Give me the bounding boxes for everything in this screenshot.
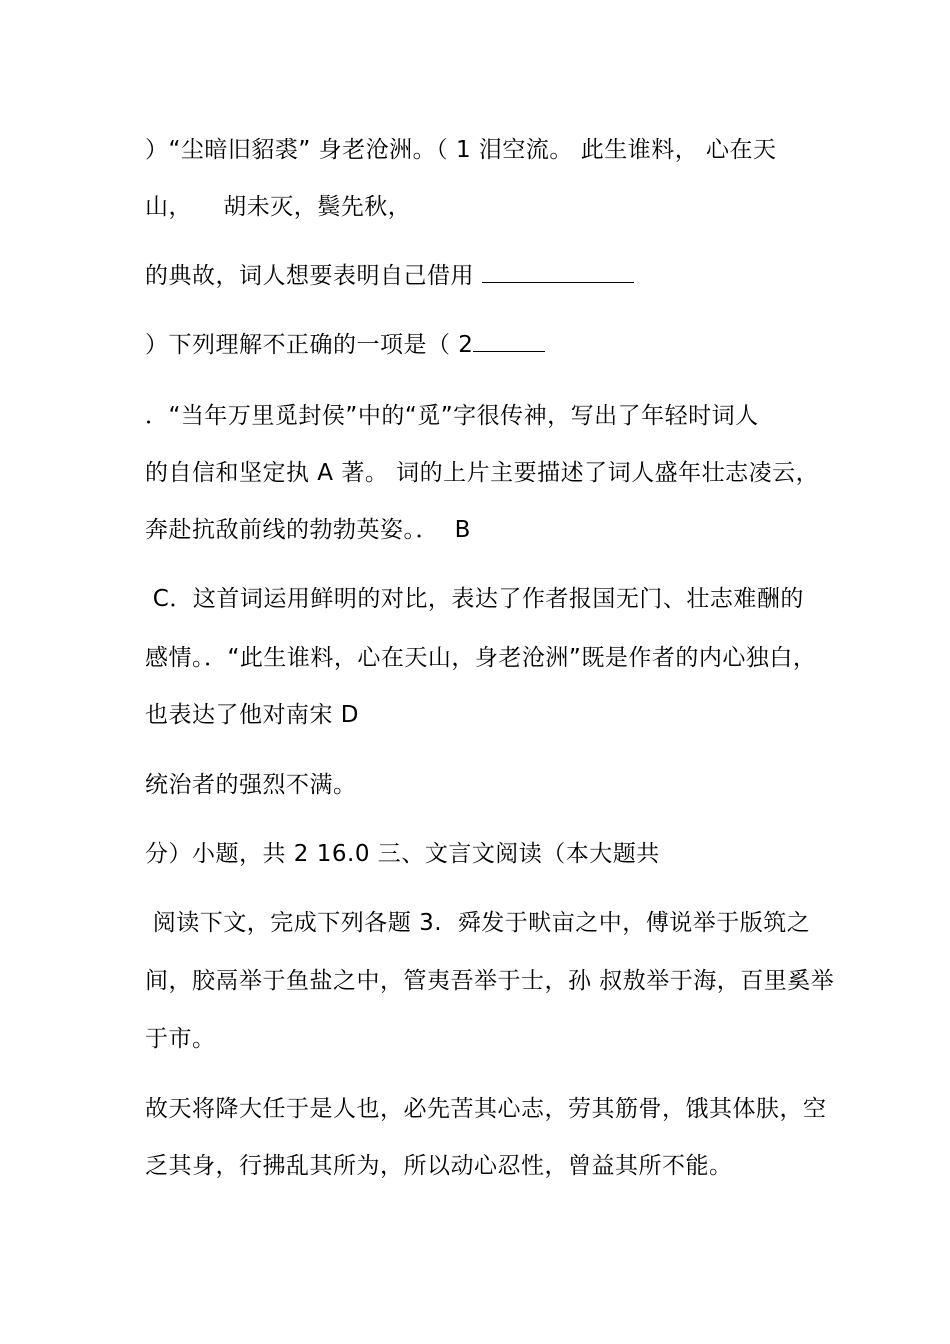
text-line-with-blank: [145, 329, 825, 360]
text-line: C．这首词运用鲜明的对比，表达了作者报国无门、壮志难酬的: [145, 586, 804, 612]
text-line: 奔赴抗敌前线的勃勃英姿。． B: [145, 517, 471, 543]
text-line: 感情。．“此生谁料，心在天山，身老沧洲”既是作者的内心独白，: [145, 645, 817, 671]
text-line-segment: ）下列理解不正确的一项是（ 2: [145, 332, 474, 358]
text-line: 于市。: [145, 1026, 216, 1052]
text-line: 分）小题，共 2 16.0 三、文言文阅读（本大题共: [145, 841, 660, 867]
text-line: 故天将降大任于是人也，必先苦其心志，劳其筋骨，饿其体肤，空: [145, 1096, 827, 1122]
text-line: 统治者的强烈不满。: [145, 772, 357, 798]
answer-blank: [473, 329, 545, 352]
text-line: ．“当年万里觅封侯”中的“觅”字很传神，写出了年轻时词人: [145, 403, 759, 429]
text-line: 阅读下文，完成下列各题 3. 舜发于畎亩之中，傅说举于版筑之: [145, 910, 811, 936]
text-line: 的自信和坚定执 A 著。 词的上片主要描述了词人盛年壮志凌云，: [145, 460, 820, 486]
text-line-segment: 的典故，词人想要表明自己借用: [145, 263, 482, 289]
text-line: 也表达了他对南宋 D: [145, 702, 360, 728]
text-line: 间，胶鬲举于鱼盐之中，管夷吾举于士，孙 叔敖举于海，百里奚举: [145, 968, 835, 994]
text-line-with-blank: [145, 260, 825, 291]
text-line: 乏其身，行拂乱其所为，所以动心忍性，曾益其所不能。: [145, 1153, 733, 1179]
text-line: 山， 胡未灭，鬓先秋，: [145, 194, 412, 220]
answer-blank: [482, 260, 634, 283]
text-line: ）“尘暗旧貂裘” 身老沧洲。（ 1 泪空流。 此生谁料， 心在天: [145, 137, 777, 163]
